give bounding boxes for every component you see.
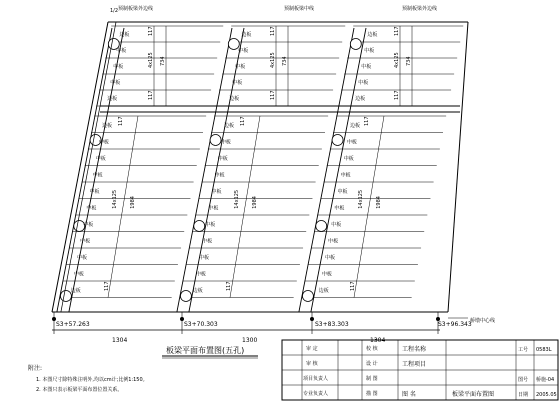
row-label: 中板 (321, 271, 332, 278)
row-label: 边板 (229, 96, 240, 102)
project-sub-label: 工程项目 (402, 361, 427, 368)
row-label: 中板 (324, 255, 335, 261)
dimension-text: 117 (350, 281, 356, 291)
row-label: 中板 (92, 172, 103, 179)
station-label-2: S3+70.303 (184, 321, 218, 328)
row-label: 边板 (119, 32, 130, 38)
station-label-3: S3+83.303 (315, 321, 349, 328)
dimension-text: 117 (270, 90, 276, 100)
header-label-mid: 预制板梁中线 (284, 6, 315, 12)
row-label: 中板 (220, 139, 231, 146)
row-label: 中板 (89, 189, 100, 195)
row-label: 中板 (331, 222, 342, 228)
check-label-designer: 设 计 (366, 361, 378, 367)
drawing-name-label: 图 名 (402, 391, 416, 398)
pier-centerline-label: 桥墩中心线 (470, 318, 496, 324)
row-label: 中板 (211, 189, 222, 195)
bearing-circle (350, 39, 361, 50)
dimension-total: 734 (282, 56, 288, 66)
dimension-total: 1984 (130, 196, 136, 209)
span-dimension-2: 1300 (242, 337, 258, 344)
beam-edge-line (57, 28, 112, 312)
row-label: 边板 (367, 32, 378, 38)
bearing-circle (210, 135, 221, 146)
row-label: 中板 (73, 271, 84, 278)
dimension-total: 1984 (376, 196, 382, 209)
row-label: 中板 (364, 48, 375, 54)
row-label: 中板 (340, 172, 351, 179)
dimension-text: 117 (148, 26, 154, 36)
row-label: 中板 (110, 80, 121, 86)
dimension-text: 117 (148, 90, 154, 100)
drawing-name-value: 板梁平面布置图 (452, 391, 495, 398)
bearing-circle (332, 135, 343, 146)
dimension-text: 117 (394, 26, 400, 36)
row-label: 中板 (86, 205, 97, 212)
check-label-drafter: 制 图 (366, 376, 378, 382)
project-name-label: 工程名称 (402, 346, 427, 353)
row-label: 中板 (334, 205, 345, 212)
sheet-no-label: 图号 (518, 377, 529, 383)
bearing-circle (316, 221, 327, 232)
row-label: 中板 (343, 156, 354, 162)
row-label: 中板 (337, 189, 348, 195)
row-label: 中板 (76, 255, 87, 261)
row-label: 中板 (217, 156, 228, 162)
sheet-no-value: 桥施-04 (536, 377, 555, 383)
date-value: 2005.05 (536, 392, 557, 398)
row-label: 中板 (208, 205, 219, 212)
row-label: 中板 (198, 255, 209, 261)
dimension-text: 4x125 (270, 52, 276, 68)
dimension-text: 14x125 (112, 189, 118, 209)
job-no-value: 0583L (536, 347, 552, 353)
role-label-approve: 审 定 (306, 346, 318, 352)
row-label: 边板 (107, 96, 118, 102)
row-label: 中板 (235, 64, 246, 70)
role-label-review: 审 核 (306, 361, 318, 367)
check-label-checker: 校 核 (366, 346, 378, 352)
row-label: 中板 (232, 80, 243, 86)
beam-edge-line (299, 28, 354, 312)
note-1: 1. 本图尺寸除特殊注明外,均以cm计;比例1:150。 (36, 377, 148, 383)
row-label: 边板 (70, 288, 81, 294)
dimension-text: 117 (118, 116, 124, 126)
row-label: 中板 (238, 48, 249, 54)
dimension-text: 117 (104, 281, 110, 291)
role-label-discipline-lead: 专业负责人 (303, 391, 329, 397)
job-no-label: 工号 (518, 347, 529, 353)
row-label: 中板 (95, 156, 106, 162)
dimension-text: 117 (394, 90, 400, 100)
role-label-project-lead: 项目负责人 (303, 376, 329, 382)
note-2: 2. 本图只表示板梁平面布置位置关系。 (36, 387, 123, 393)
beam-edge-line (189, 28, 244, 312)
row-label: 中板 (358, 80, 369, 86)
row-label: 中板 (83, 222, 94, 228)
station-label-1: S3+57.263 (56, 321, 90, 328)
row-label: 边板 (192, 288, 203, 294)
dimension-text: 117 (364, 116, 370, 126)
header-label-left: 预制板梁外边线 (118, 6, 154, 12)
dimension-total: 734 (406, 56, 412, 66)
section-mark: 1/2 (110, 8, 119, 14)
row-label: 边板 (224, 123, 235, 129)
row-label: 中板 (202, 238, 213, 245)
bearing-circle (302, 291, 313, 302)
row-label: 中板 (116, 48, 127, 54)
dimension-text: 4x125 (394, 52, 400, 68)
date-label: 日期 (518, 392, 529, 398)
notes-heading: 附注: (28, 365, 43, 372)
row-label: 中板 (195, 271, 206, 278)
row-label: 中板 (98, 139, 109, 146)
row-label: 中板 (214, 172, 225, 179)
edge-line (61, 22, 116, 312)
row-label: 边板 (102, 123, 113, 129)
row-label: 边板 (318, 288, 329, 294)
dimension-text: 117 (240, 116, 246, 126)
span-dimension-1: 1304 (112, 337, 128, 344)
bearing-circle (180, 291, 191, 302)
bearing-circle (194, 221, 205, 232)
dimension-text: 117 (226, 281, 232, 291)
header-label-right: 预制板梁外边线 (402, 6, 438, 12)
row-label: 中板 (328, 238, 339, 245)
row-label: 中板 (346, 139, 357, 146)
drawing-title: 板梁平面布置图(五孔) (166, 346, 245, 355)
span-dimension-3: 1304 (370, 337, 386, 344)
station-label-4: S3+96.343 (438, 321, 472, 328)
dimension-total: 734 (160, 56, 166, 66)
dimension-text: 14x125 (358, 189, 364, 209)
row-label: 中板 (205, 222, 216, 228)
row-label: 边板 (355, 96, 366, 102)
row-label: 中板 (113, 64, 124, 70)
check-label-tracer: 描 图 (366, 391, 378, 397)
dimension-text: 14x125 (234, 189, 240, 209)
row-label: 中板 (80, 238, 91, 245)
row-label: 边板 (350, 123, 361, 129)
row-label: 边板 (241, 32, 252, 38)
row-label: 中板 (361, 64, 372, 70)
dimension-text: 4x125 (148, 52, 154, 68)
station-marker (310, 317, 314, 321)
dimension-total: 1984 (252, 196, 258, 209)
dimension-text: 117 (270, 26, 276, 36)
